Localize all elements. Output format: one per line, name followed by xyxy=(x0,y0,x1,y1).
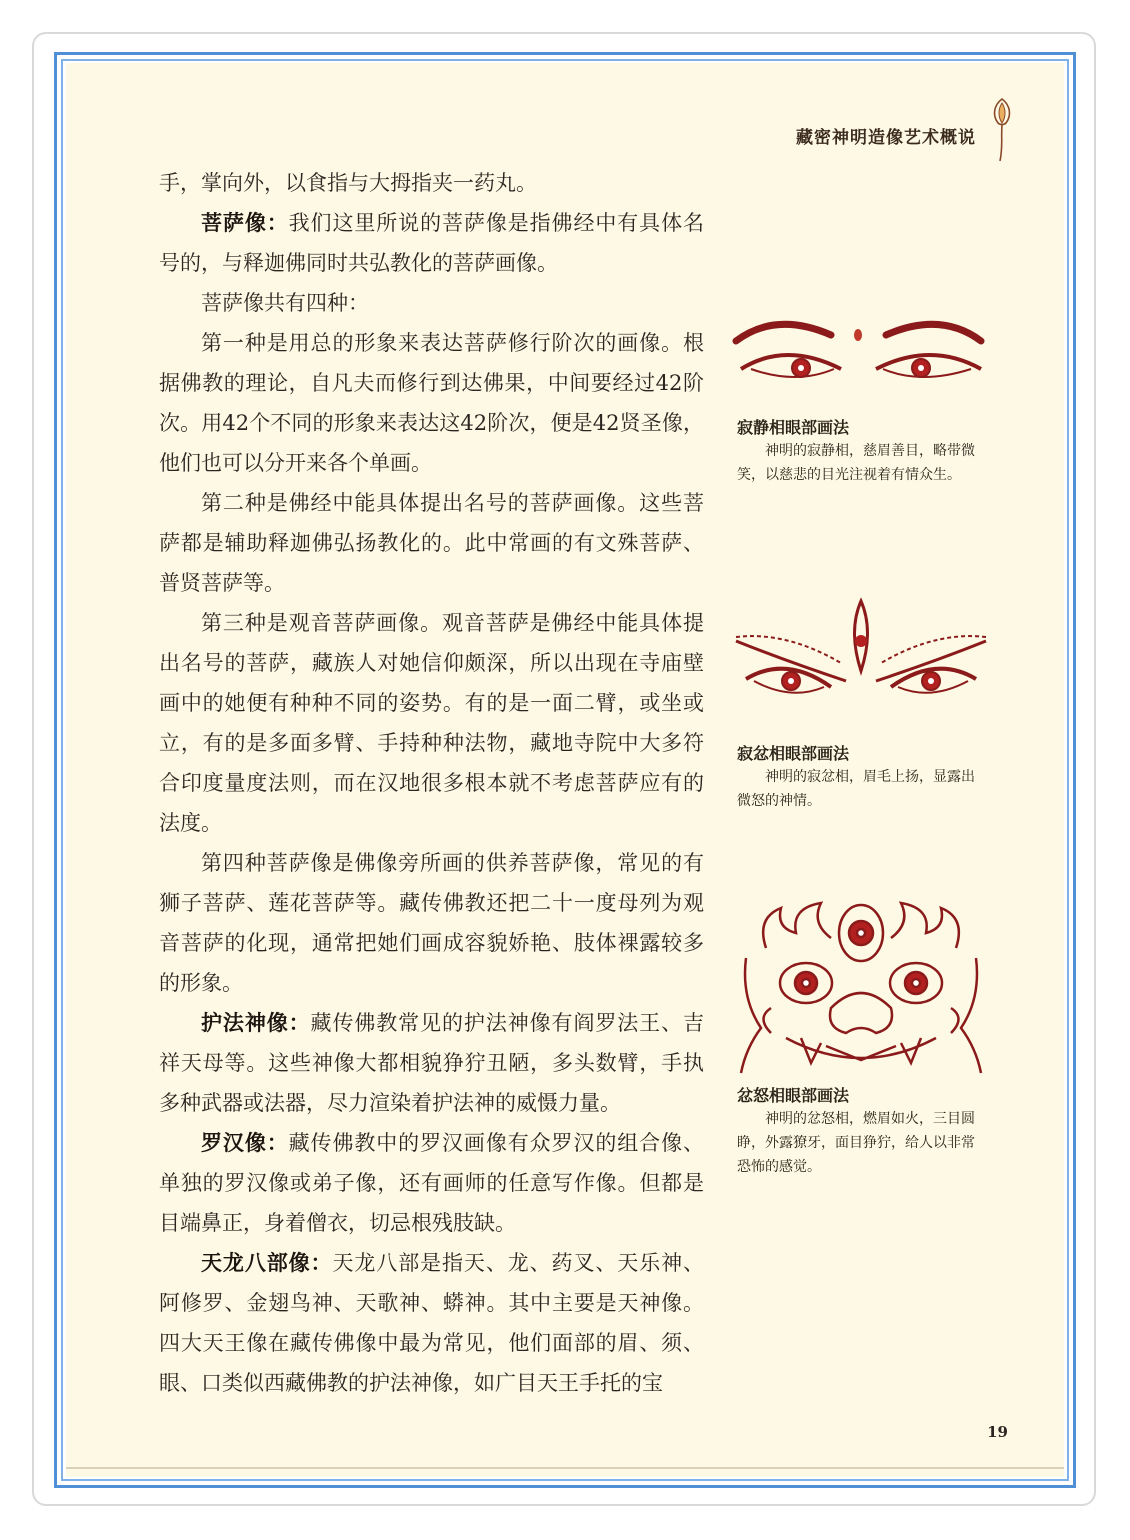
paragraph: 第一种是用总的形象来表达菩萨修行阶次的画像。根据佛教的理论，自凡夫而修行到达佛果，中间要经过42阶次。用42个不同的形象来表达这42阶次，便是42贤圣像，他们也可以分开来各个单画。 xyxy=(159,331,704,475)
figure-caption-text: 神明的寂静相，慈眉善目，略带微笑，以慈悲的目光注视着有情众生。 xyxy=(737,443,975,483)
section-heading: 护法神像： xyxy=(201,1010,311,1035)
book-page xyxy=(66,63,1064,1477)
figure-caption-title: 寂忿相眼部画法 xyxy=(737,744,850,763)
running-header: 藏密神明造像艺术概说 xyxy=(796,128,976,148)
paragraph: 护法神像：藏传佛教常见的护法神像有阎罗法王、吉祥天母等。这些神像大都相貌狰狞丑陋，多头数臂，手执多种武器或法器，尽力渲染着护法神的威慑力量。 xyxy=(159,1010,704,1115)
wrathful-face-illustration xyxy=(726,888,996,1078)
lotus-bud-icon xyxy=(988,95,1016,165)
main-text xyxy=(159,163,704,1403)
paragraph: 第二种是佛经中能具体提出名号的菩萨画像。这些菩萨都是辅助释迦佛弘扬教化的。此中常画的有文殊菩萨、普贤菩萨等。 xyxy=(159,491,704,595)
figure-caption-text: 神明的忿怒相，燃眉如火，三目圆睁，外露獠牙，面目狰狞，给人以非常恐怖的感觉。 xyxy=(737,1111,975,1175)
figure-caption-title: 寂静相眼部画法 xyxy=(737,418,850,437)
paragraph: 罗汉像：藏传佛教中的罗汉画像有众罗汉的组合像、单独的罗汉像或弟子像，还有画师的任意写作像。但都是目端鼻正，身着僧衣，切忌根残肢缺。 xyxy=(159,1130,705,1235)
paragraph: 手，掌向外，以食指与大拇指夹一药丸。 xyxy=(159,171,537,195)
section-heading: 天龙八部像： xyxy=(201,1250,333,1275)
page-edge-divider xyxy=(66,1467,1064,1469)
paragraph: 天龙八部像：天龙八部是指天、龙、药叉、天乐神、阿修罗、金翅鸟神、天歌神、蟒神。其中主要是天神像。四大天王像在藏传佛像中最为常见，他们面部的眉、须、眼、口类似西藏佛教的护法神像，如广目天王手托的宝 xyxy=(159,1250,705,1395)
section-heading: 罗汉像： xyxy=(201,1130,289,1155)
paragraph: 菩萨像：我们这里所说的菩萨像是指佛经中有具体名号的，与释迦佛同时共弘教化的菩萨画像。 xyxy=(159,210,705,275)
paragraph: 第四种菩萨像是佛像旁所画的供养菩萨像，常见的有狮子菩萨、莲花菩萨等。藏传佛教还把二十一度母列为观音菩萨的化现，通常把她们画成容貌娇艳、肢体裸露较多的形象。 xyxy=(159,851,704,995)
peaceful-eyes-illustration xyxy=(726,313,996,398)
section-heading: 菩萨像： xyxy=(201,210,289,235)
semi-wrathful-eyes-illustration xyxy=(726,591,996,711)
page-number: 19 xyxy=(987,1423,1008,1441)
paragraph: 菩萨像共有四种： xyxy=(201,291,369,315)
figure-caption-title: 忿怒相眼部画法 xyxy=(737,1086,850,1105)
paragraph: 第三种是观音菩萨画像。观音菩萨是佛经中能具体提出名号的菩萨，藏族人对她信仰颇深，所以出现在寺庙壁画中的她便有种种不同的姿势。有的是一面二臂，或坐或立，有的是多面多臂、手持种种法物，藏地寺院中大多符合印度量度法则，而在汉地很多根本就不考虑菩萨应有的法度。 xyxy=(159,611,704,835)
figure-caption-text: 神明的寂忿相，眉毛上扬，显露出微怒的神情。 xyxy=(737,769,975,809)
